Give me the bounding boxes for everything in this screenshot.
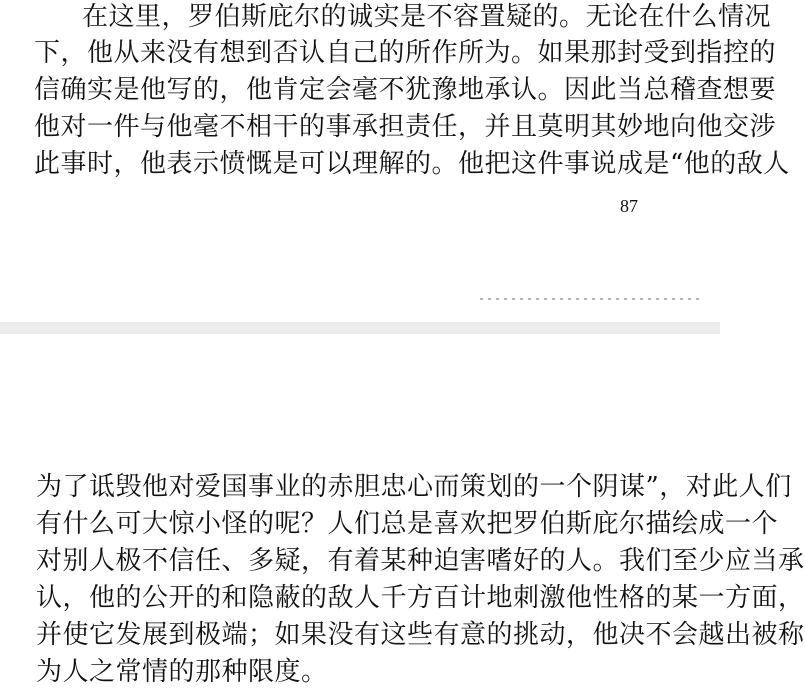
text-line-8: 对别人极不信任、多疑，有着某种迫害嗜好的人。我们至少应当承 [36, 546, 805, 576]
text-line-3: 信确实是他写的，他肯定会毫不犹豫地承认。因此当总稽查想要 [34, 75, 777, 105]
scan-artifact [480, 298, 700, 300]
page-separator [0, 322, 720, 334]
text-line-11: 为人之常情的那种限度。 [36, 657, 328, 687]
text-line-9: 认，他的公开的和隐蔽的敌人千方百计地刺激他性格的某一方面， [36, 583, 805, 613]
text-line-6: 为了诋毁他对爱国事业的赤胆忠心而策划的一个阴谋”，对此人们 [36, 472, 792, 502]
text-line-1: 在这里，罗伯斯庇尔的诚实是不容置疑的。无论在什么情况 [82, 2, 772, 32]
text-line-5: 此事时，他表示愤慨是可以理解的。他把这件事说成是“他的敌人 [34, 149, 790, 179]
page-number: 87 [620, 196, 638, 216]
text-line-7: 有什么可大惊小怪的呢？人们总是喜欢把罗伯斯庇尔描绘成一个 [36, 509, 779, 539]
scanned-page-top [0, 0, 790, 322]
text-line-2: 下，他从来没有想到否认自己的所作所为。如果那封受到指控的 [34, 38, 777, 68]
scanned-page-bottom [0, 334, 805, 698]
text-line-10: 并使它发展到极端；如果没有这些有意的挑动，他决不会越出被称 [36, 620, 805, 650]
text-line-4: 他对一件与他毫不相干的事承担责任，并且莫明其妙地向他交涉 [34, 112, 777, 142]
